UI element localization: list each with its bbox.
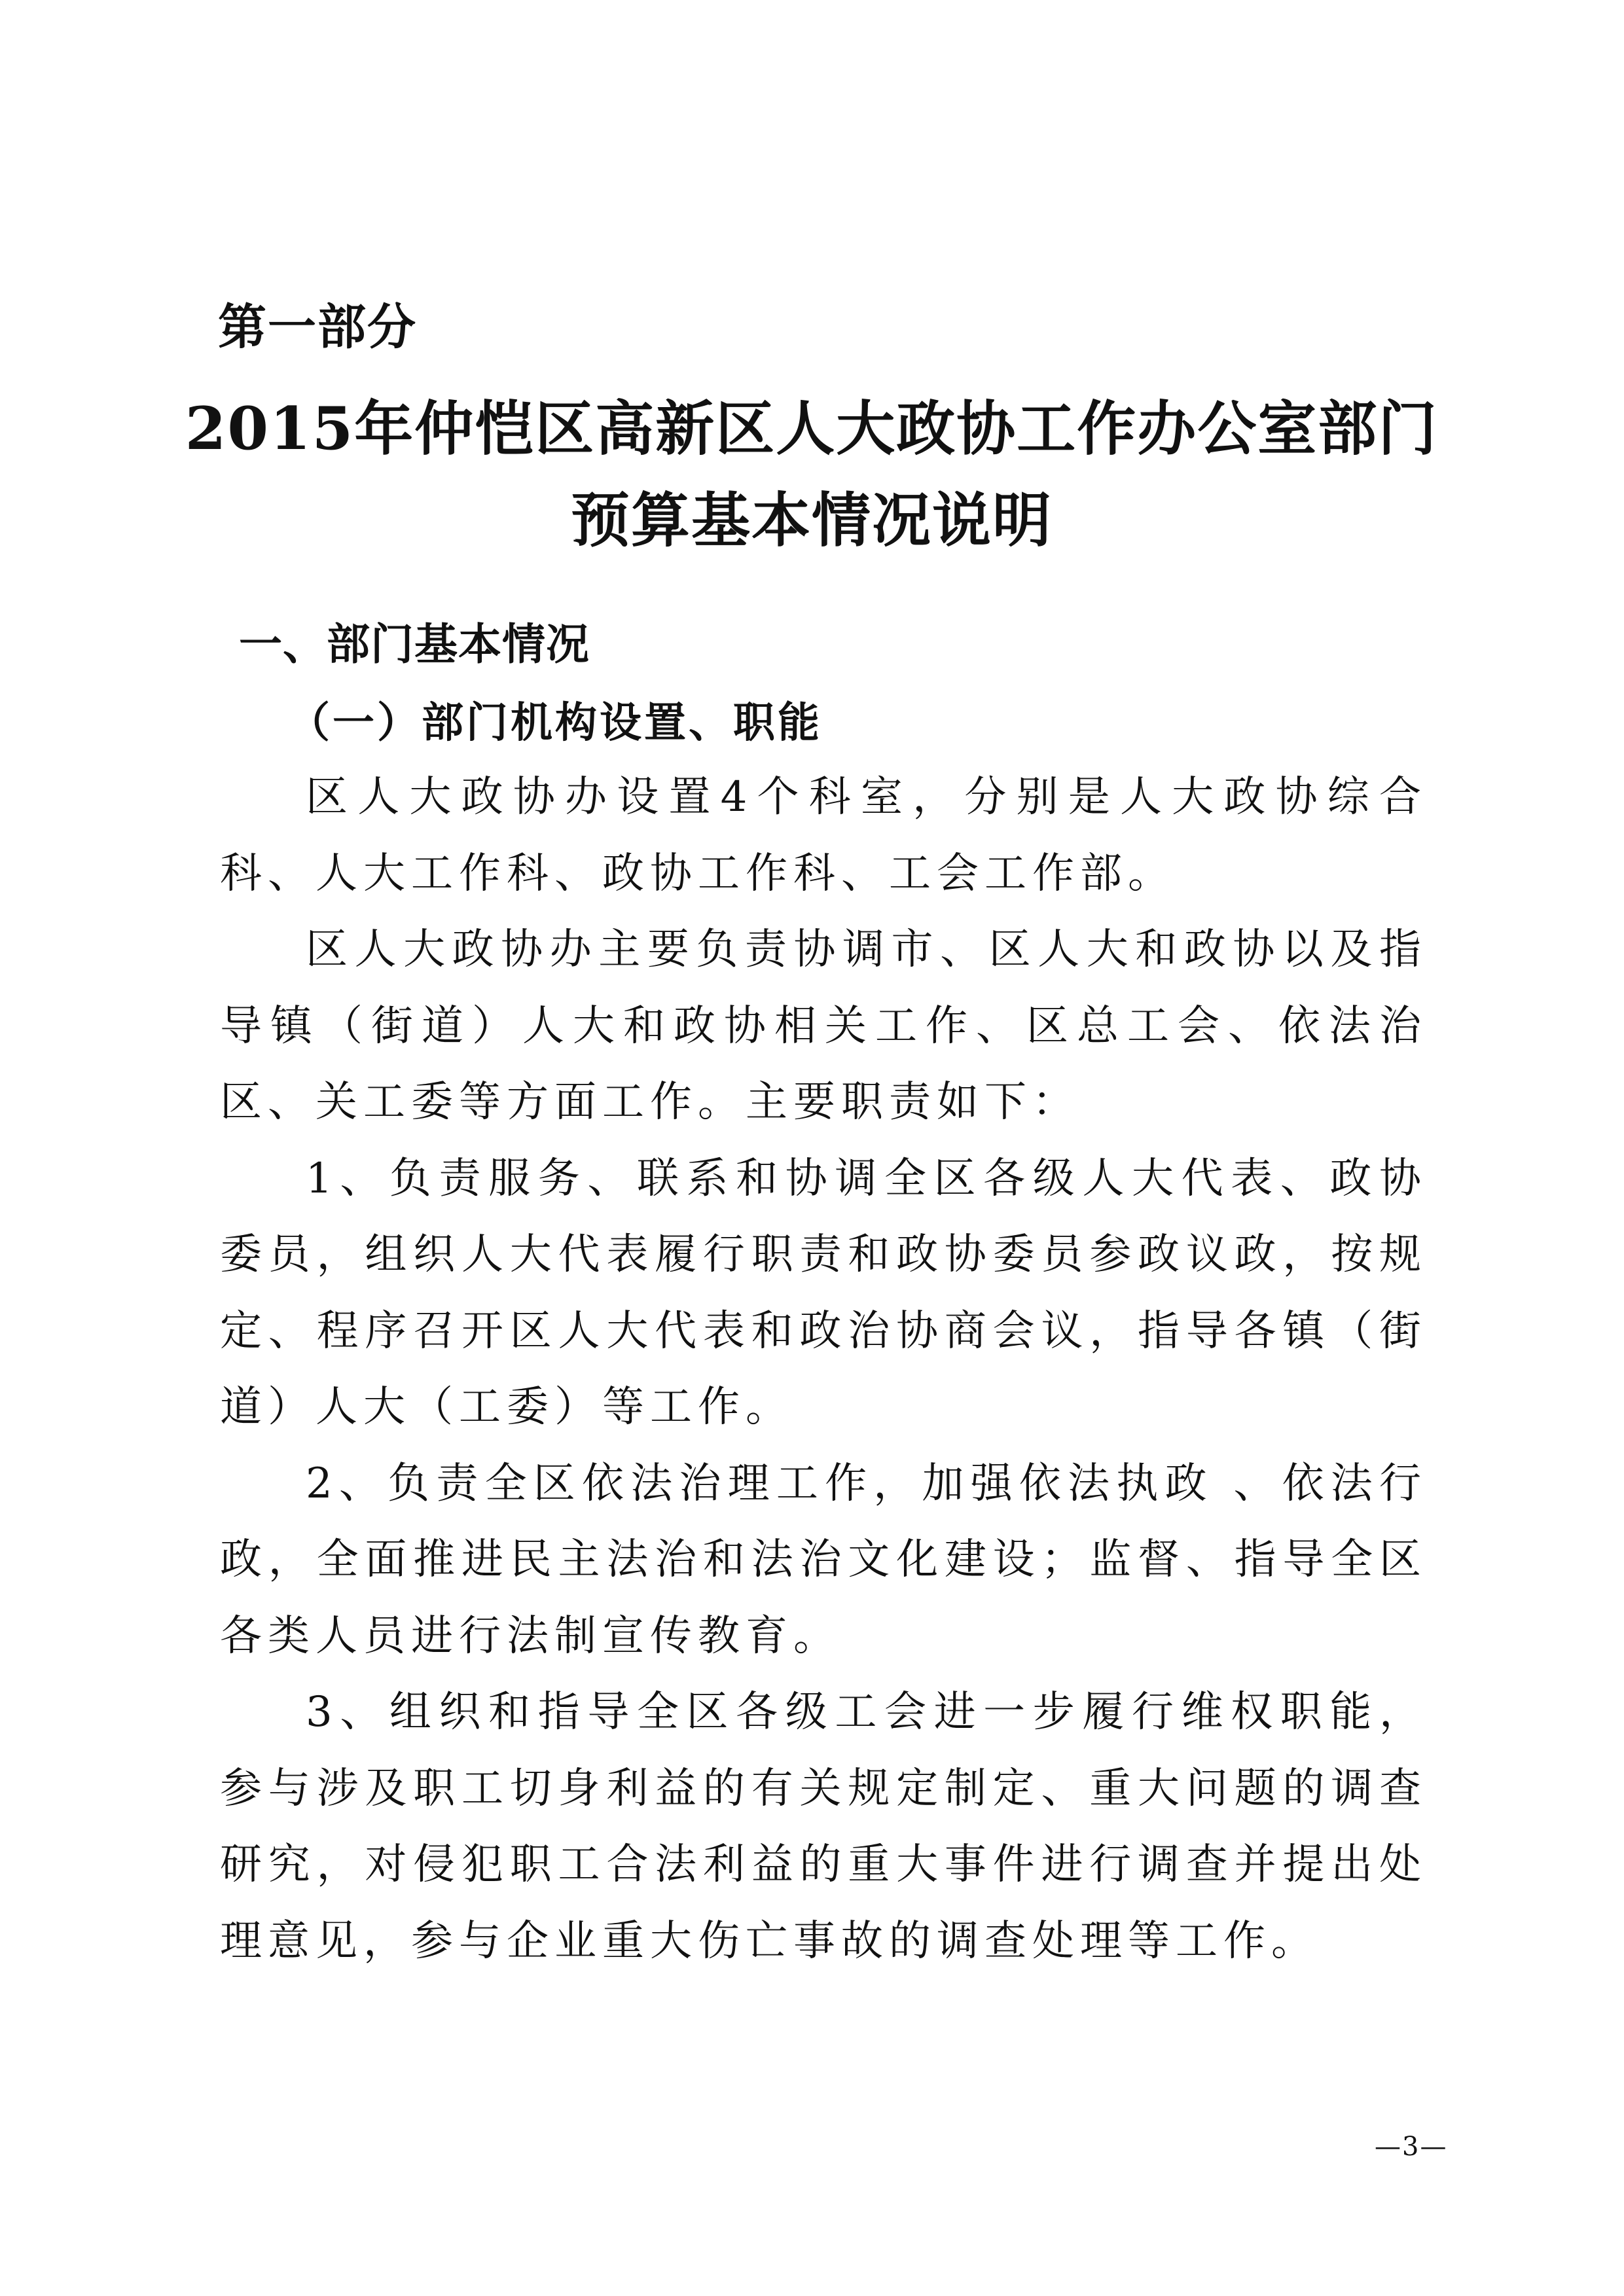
document-title-line-1: 2015年仲恺区高新区人大政协工作办公室部门 (185, 394, 1439, 463)
section-heading-basic-info: 一、部门基本情况 (239, 619, 590, 670)
document-title-line-2: 预算基本情况说明 (571, 486, 1053, 555)
paragraph-offices: 区人大政协办设置4个科室，分别是人大政协综合科、人大工作科、政协工作科、工会工作部。 (220, 773, 1427, 898)
paragraph-duty-3: 3、组织和指导全区各级工会进一步履行维权职能，参与涉及职工切身利益的有关规定制定、重大问题的调查研究，对侵犯职工合法利益的重大事件进行调查并提出处理意见，参与企业重大伤亡事故的调查处理等工作。 (220, 1688, 1427, 1965)
paragraph-duty-1: 1、负责服务、联系和协调全区各级人大代表、政协委员，组织人大代表履行职责和政协委员参政议政，按规定、程序召开区人大代表和政治协商会议，指导各镇（街道）人大（工委）等工作。 (220, 1154, 1427, 1431)
body-text (220, 759, 1427, 1979)
page-number: —3— (1375, 2132, 1448, 2162)
paragraph-duty-2: 2、负责全区依法治理工作，加强依法执政 、依法行政，全面推进民主法治和法治文化建设；监督、指导全区各类人员进行法制宣传教育。 (220, 1459, 1427, 1660)
paragraph-responsibilities: 区人大政协办主要负责协调市、区人大和政协以及指导镇（街道）人大和政协相关工作、区总工会、依法治区、关工委等方面工作。主要职责如下： (220, 925, 1427, 1126)
subsection-heading-organization: （一）部门机构设置、职能 (288, 699, 822, 747)
part-label: 第一部分 (218, 299, 417, 355)
